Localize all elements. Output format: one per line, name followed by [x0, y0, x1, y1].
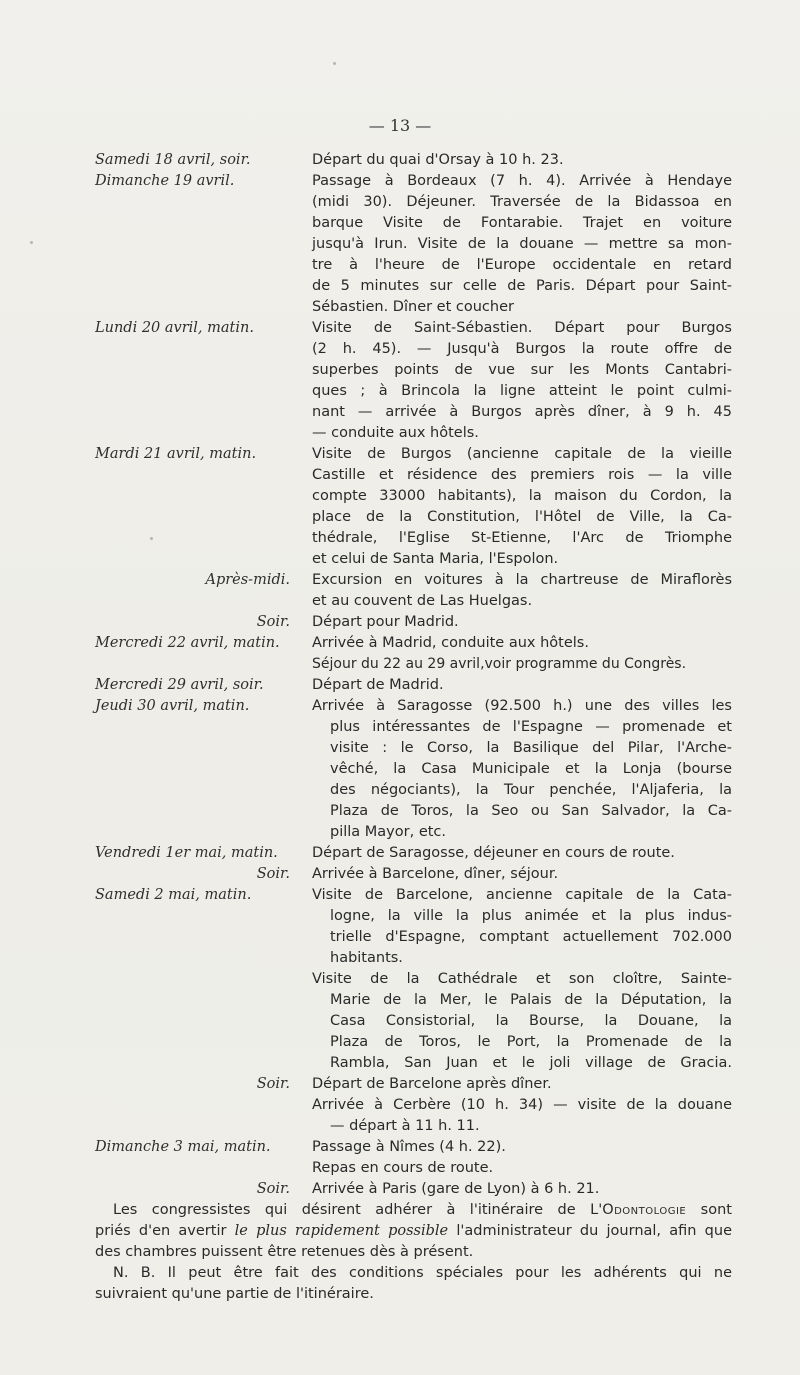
entry-text-line: nant — arrivée à Burgos après dîner, à 9 h. 45: [312, 404, 732, 420]
entry-text-line: des négociants), la Tour penchée, l'Aljaferia, la: [330, 782, 732, 798]
entry-text-line: et celui de Santa Maria, l'Espolon.: [312, 551, 559, 567]
entry-text-line: Départ de Barcelone après dîner.: [312, 1076, 552, 1092]
entry-date: Soir.: [256, 866, 290, 882]
entry-text-line: compte 33000 habitants), la maison du Cordon, la: [312, 488, 732, 504]
entry-date: Après-midi.: [205, 572, 290, 588]
itinerary-entry: [0, 1074, 800, 1095]
nb-line: suivraient qu'une partie de l'itinéraire.: [95, 1286, 374, 1302]
entry-text-line: Départ de Madrid.: [312, 677, 444, 693]
entry-text-line: ques ; à Brincola la ligne atteint le point culmi-: [312, 383, 732, 399]
entry-date: Jeudi 30 avril, matin.: [95, 698, 250, 714]
itinerary-entry: [0, 150, 800, 171]
entry-date: Mardi 21 avril, matin.: [95, 446, 257, 462]
itinerary-entry: [0, 864, 800, 885]
entry-text-line: Visite de la Cathédrale et son cloître, Sainte-: [312, 971, 732, 987]
entry-text-line: tre à l'heure de l'Europe occidentale en retard: [312, 257, 732, 273]
entry-text-line: jusqu'à Irun. Visite de la douane — mettre sa mon-: [312, 236, 732, 252]
entry-text-line: habitants.: [330, 950, 403, 966]
entry-text-line: Marie de la Mer, le Palais de la Députation, la: [330, 992, 732, 1008]
entry-date: Dimanche 19 avril.: [95, 173, 235, 189]
entry-text-line: Plaza de Toros, la Seo ou San Salvador, la Ca-: [330, 803, 732, 819]
entry-date: Mercredi 22 avril, matin.: [95, 635, 280, 651]
entry-text-line: de 5 minutes sur celle de Paris. Départ pour Saint-: [312, 278, 732, 294]
entry-text-line: Arrivée à Saragosse (92.500 h.) une des villes les: [312, 698, 732, 714]
entry-text-line: Arrivée à Barcelone, dîner, séjour.: [312, 866, 559, 882]
note-line: des chambres puissent être retenues dès à présent.: [95, 1244, 474, 1260]
itinerary-entry: [0, 675, 800, 696]
entry-text-line: Départ du quai d'Orsay à 10 h. 23.: [312, 152, 564, 168]
entry-text-line: trielle d'Espagne, comptant actuellement 702.000: [330, 929, 732, 945]
entry-date: Soir.: [256, 1076, 290, 1092]
entry-text-line: Excursion en voitures à la chartreuse de Miraflorès: [312, 572, 732, 588]
entry-text-line: Départ de Saragosse, déjeuner en cours de route.: [312, 845, 675, 861]
itinerary-entry: [0, 1137, 800, 1158]
entry-date: Dimanche 3 mai, matin.: [95, 1139, 271, 1155]
entry-text-line: — conduite aux hôtels.: [312, 425, 479, 441]
nb-line: N. B. Il peut être fait des conditions spéciales pour les adhérents qui ne: [113, 1265, 732, 1281]
itinerary-entry: [0, 633, 800, 654]
entry-date: Samedi 18 avril, soir.: [95, 152, 251, 168]
itinerary-entry: [0, 654, 800, 675]
note-line: Les congressistes qui désirent adhérer à l'itinéraire de L'Odontologie sont: [113, 1202, 732, 1218]
entry-text-line: Départ pour Madrid.: [312, 614, 459, 630]
entry-text-line: Casa Consistorial, la Bourse, la Douane, la: [330, 1013, 732, 1029]
itinerary-entry: [0, 1158, 800, 1179]
journal-name: Odontologie: [602, 1202, 687, 1218]
entry-text-line: Arrivée à Cerbère (10 h. 34) — visite de la douane: [312, 1097, 732, 1113]
entry-date: Soir.: [256, 614, 290, 630]
entry-text-line: pilla Mayor, etc.: [330, 824, 446, 840]
entry-text-line: Rambla, San Juan et le joli village de Gracia.: [330, 1055, 732, 1071]
entry-date: Soir.: [256, 1181, 290, 1197]
paper-speck: [150, 537, 153, 540]
entry-text-line: Visite de Burgos (ancienne capitale de la vieille: [312, 446, 732, 462]
entry-text-line: plus intéressantes de l'Espagne — promenade et: [330, 719, 732, 735]
note-line: priés d'en avertir le plus rapidement possible l'administrateur du journal, afin que: [95, 1223, 732, 1239]
paper-speck: [333, 62, 336, 65]
entry-text-line: Arrivée à Paris (gare de Lyon) à 6 h. 21.: [312, 1181, 600, 1197]
paper-speck: [30, 241, 33, 244]
entry-text-line: place de la Constitution, l'Hôtel de Ville, la Ca-: [312, 509, 732, 525]
entry-text-line: Passage à Nîmes (4 h. 22).: [312, 1139, 506, 1155]
itinerary-entry: [0, 843, 800, 864]
entry-text-line: Repas en cours de route.: [312, 1160, 494, 1176]
entry-text-line: (2 h. 45). — Jusqu'à Burgos la route offre de: [312, 341, 732, 357]
entry-text-line: Plaza de Toros, le Port, la Promenade de la: [330, 1034, 732, 1050]
entry-text-line: — départ à 11 h. 11.: [330, 1118, 480, 1134]
entry-date: Mercredi 29 avril, soir.: [95, 677, 264, 693]
entry-date: Samedi 2 mai, matin.: [95, 887, 252, 903]
entry-text-line: superbes points de vue sur les Monts Cantabri-: [312, 362, 732, 378]
entry-text-line: Visite de Barcelone, ancienne capitale de la Cata-: [312, 887, 732, 903]
entry-text-line: Sébastien. Dîner et coucher: [312, 299, 514, 315]
entry-text-line: et au couvent de Las Huelgas.: [312, 593, 533, 609]
entry-text-line: Séjour du 22 au 29 avril,voir programme du Congrès.: [312, 656, 687, 672]
entry-text-line: visite : le Corso, la Basilique del Pilar, l'Arche-: [330, 740, 732, 756]
entry-text-line: (midi 30). Déjeuner. Traversée de la Bidassoa en: [312, 194, 732, 210]
entry-text-line: Visite de Saint-Sébastien. Départ pour Burgos: [312, 320, 732, 336]
entry-text-line: vêché, la Casa Municipale et la Lonja (bourse: [330, 761, 732, 777]
page-number: — 13 —: [368, 116, 432, 135]
entry-text-line: Arrivée à Madrid, conduite aux hôtels.: [312, 635, 589, 651]
entry-text-line: Passage à Bordeaux (7 h. 4). Arrivée à Hendaye: [312, 173, 732, 189]
emphasis-text: le plus rapidement possible: [234, 1223, 449, 1239]
entry-date: Vendredi 1er mai, matin.: [95, 845, 278, 861]
itinerary-entry: [0, 612, 800, 633]
entry-text-line: Castille et résidence des premiers rois — la ville: [312, 467, 732, 483]
entry-date: Lundi 20 avril, matin.: [95, 320, 254, 336]
entry-text-line: thédrale, l'Eglise St-Etienne, l'Arc de Triomphe: [312, 530, 732, 546]
entry-text-line: barque Visite de Fontarabie. Trajet en voiture: [312, 215, 732, 231]
entry-text-line: logne, la ville la plus animée et la plus indus-: [330, 908, 732, 924]
itinerary-entry: [0, 1179, 800, 1200]
